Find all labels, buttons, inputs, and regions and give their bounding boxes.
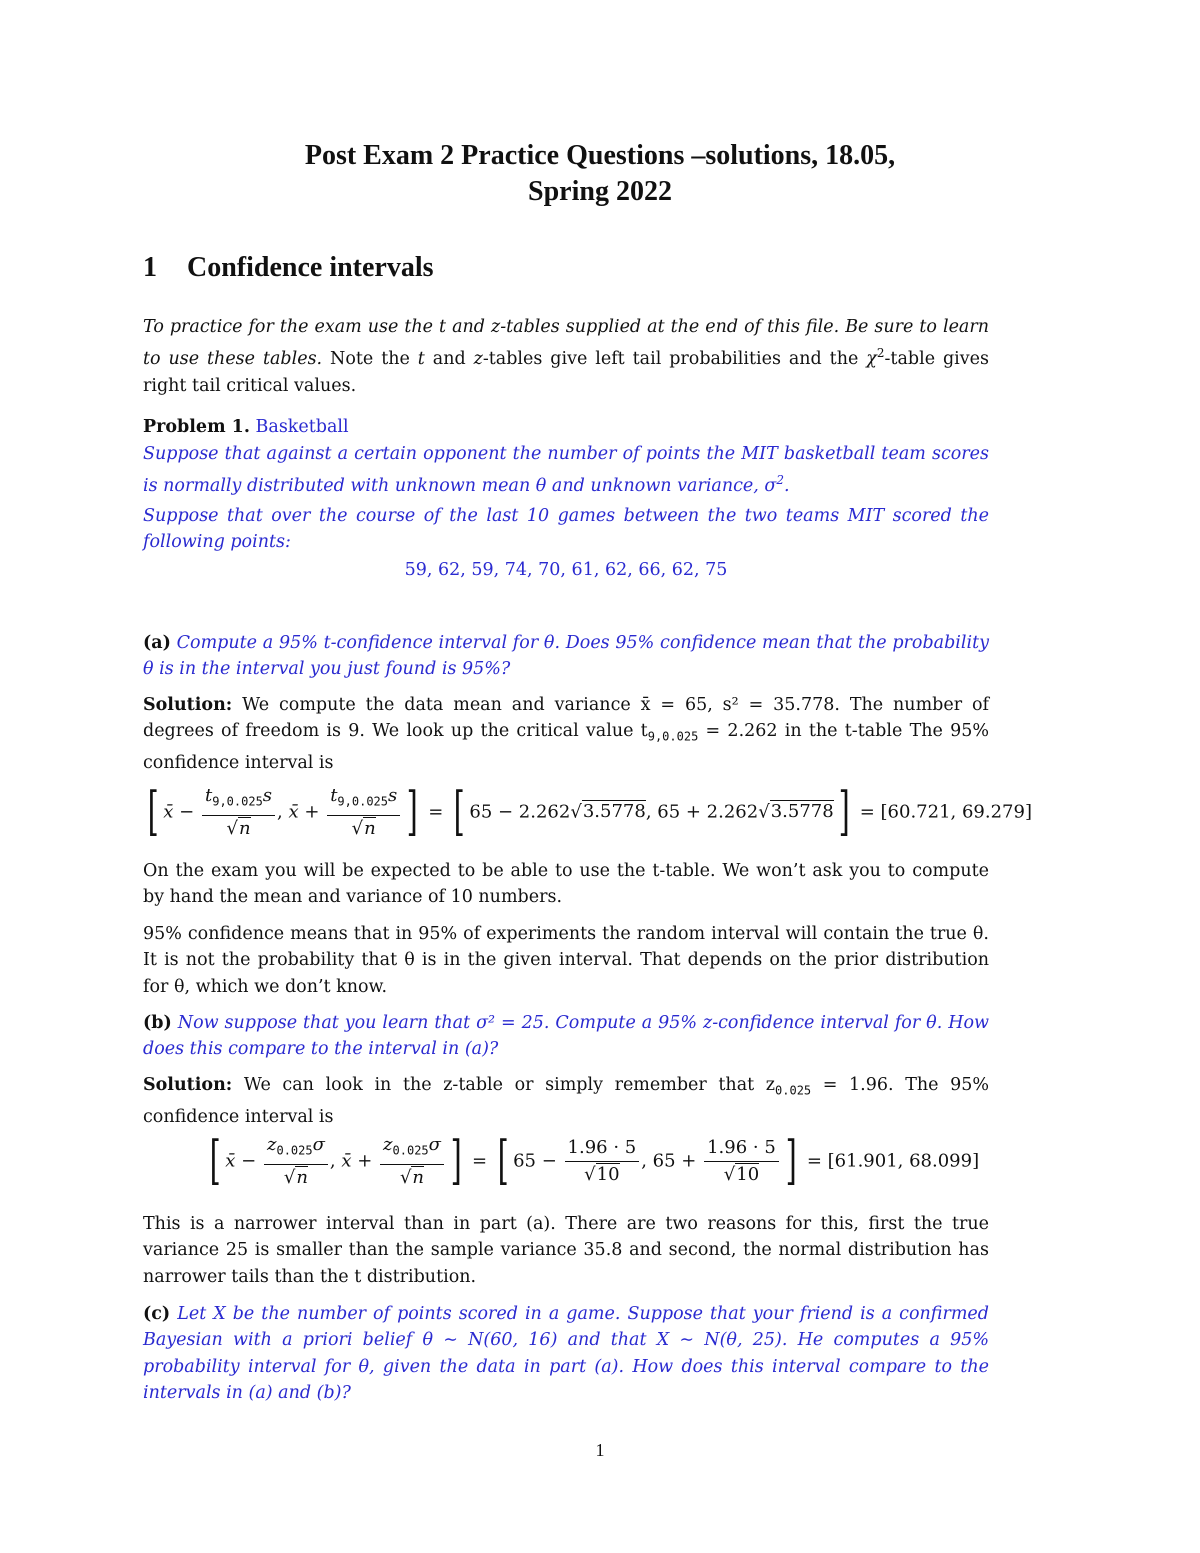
- part-a-equation: [ x̄ − $\frac{t_{9,0.025}s}{√n}$ , x̄ + $\frac{t_{9,0.025}s}{√n}$ ] = [ 65 − 2.262√3.5778, 65 + 2.262√3.5778] = [60.721, 69.279]: [147, 782, 1032, 843]
- eq-sqrt: 3.5778: [770, 801, 834, 823]
- eq-xbar: x̄: [288, 801, 299, 823]
- part-b-equation: [ x̄ − $\frac{z_{0.025}\sigma}{√n}$ , x̄ + $\frac{z_{0.025}\sigma}{√n}$ ] = [ 65 − $\frac{1.96 \cdot 5}{√10}$ , 65 + $\frac{1.96 \cdot 5}{√10}$ ] = [61.901, 68.099]: [209, 1131, 980, 1192]
- eq-fraction: $\frac{1.96 \cdot 5}{√10}$: [565, 1137, 640, 1186]
- critical-subscript: 9,0.025: [647, 729, 699, 744]
- eq-result: = [61.901, 68.099]: [806, 1150, 980, 1172]
- eq-fraction: $\frac{1.96 \cdot 5}{√10}$: [704, 1137, 779, 1186]
- eq-fraction: $\frac{z_{0.025}\sigma}{√n}$: [264, 1134, 328, 1189]
- problem-description-2: Suppose that over the course of the last 10 games between the two teams MIT scored the following points:: [143, 506, 989, 553]
- eq-xbar: x̄: [341, 1150, 352, 1172]
- part-a-note: On the exam you will be expected to be able to use the t-table. We won’t ask you to compute by hand the mean and variance of 10 numbers.: [143, 861, 989, 908]
- eq-s: s: [262, 785, 273, 806]
- eq-fraction: $\frac{z_{0.025}\sigma}{√n}$: [380, 1134, 444, 1189]
- left-bracket: [: [453, 782, 465, 843]
- eq-z: z: [266, 1134, 277, 1155]
- section-heading: [143, 252, 434, 284]
- part-b-question-text: Now suppose that you learn that σ² = 25. Compute a 95% z-confidence interval for θ. How does this compare to the interval in (a)?: [143, 1013, 989, 1060]
- eq-fraction: $\frac{t_{9,0.025}s}{√n}$: [327, 785, 400, 840]
- right-bracket: ]: [838, 782, 850, 843]
- eq-n: n: [364, 817, 376, 839]
- eq-upper: , 65 + 2.262: [645, 801, 759, 823]
- solution-label: Solution:: [143, 1075, 233, 1095]
- part-b-question: [143, 1010, 989, 1063]
- part-a-question: [143, 630, 989, 683]
- intro-sup: 2: [876, 346, 885, 361]
- problem-label: Problem 1.: [143, 417, 250, 437]
- left-bracket: [: [147, 782, 159, 843]
- eq-denominator: 10: [596, 1163, 620, 1185]
- eq-lower: 65 −: [513, 1150, 557, 1172]
- part-c-label: (c): [143, 1304, 171, 1324]
- intro-z: z: [473, 349, 483, 370]
- score-list: 59, 62, 59, 74, 70, 61, 62, 66, 62, 75: [404, 560, 728, 580]
- intro-chi: χ: [866, 349, 877, 370]
- page-title-line-2: Spring 2022: [528, 176, 672, 207]
- eq-n: n: [412, 1166, 425, 1188]
- solution-text: We compute the data mean and variance x̄ = 65, s² = 35.778. The number of degrees of freedom is 9. We look up the critical value t: [143, 695, 989, 742]
- eq-s: s: [388, 785, 398, 806]
- part-a-label: (a): [143, 633, 171, 653]
- eq-denominator: 10: [736, 1163, 760, 1185]
- eq-sub: 9,0.025: [212, 794, 263, 809]
- eq-result: = [60.721, 69.279]: [859, 801, 1032, 823]
- eq-z: z: [383, 1134, 393, 1155]
- part-a-explanation: 95% confidence means that in 95% of experiments the random interval will contain the true θ. It is not the probability that θ is in the given interval. That depends on the prior distribution for θ, which we don’t know.: [143, 924, 989, 997]
- intro-paragraph: [143, 314, 989, 399]
- problem-name: Basketball: [255, 417, 349, 437]
- problem-heading: [143, 414, 989, 440]
- part-b-solution: [143, 1072, 989, 1130]
- intro-text: and: [424, 349, 474, 370]
- eq-t: t: [330, 785, 338, 806]
- part-c-question: [143, 1301, 989, 1407]
- part-c-question-text: Let X be the number of points scored in a game. Suppose that your friend is a confirmed Bayesian with a priori belief θ ∼ N(60, 16) and that X ∼ N(θ, 25). He computes a 95% probability interval for θ, given the data in part (a). How does this interval compare to the intervals in (a) and (b)?: [143, 1304, 989, 1404]
- eq-sqrt: 3.5778: [582, 801, 646, 823]
- right-bracket: ]: [406, 782, 418, 843]
- problem-desc-text: Suppose that against a certain opponent the number of points the MIT basketball team scores is normally distributed with unknown mean θ and unknown variance, σ: [143, 444, 989, 497]
- page-title-line-1: Post Exam 2 Practice Questions –solutions, 18.05,: [304, 140, 896, 171]
- intro-text: -table gives right tail critical values.: [143, 349, 989, 396]
- eq-fraction: $\frac{t_{9,0.025}s}{√n}$: [202, 785, 275, 840]
- eq-sub: 9,0.025: [337, 794, 388, 809]
- solution-text: = 1.96. The 95% confidence interval is: [143, 1075, 990, 1127]
- intro-text: Note the: [322, 349, 418, 370]
- part-a-solution: [143, 692, 989, 777]
- eq-n: n: [238, 817, 251, 839]
- eq-sub: 0.025: [276, 1143, 313, 1158]
- eq-xbar: x̄: [163, 801, 174, 823]
- section-title: Confidence intervals: [187, 252, 434, 283]
- part-b-explanation: This is a narrower interval than in part (a). There are two reasons for this, first the true variance 25 is smaller than the sample variance 35.8 and second, the normal distribution has narrower tails than the t distribution.: [143, 1214, 989, 1287]
- problem-desc-end: .: [784, 476, 790, 497]
- problem-description-1: [143, 441, 989, 500]
- solution-text: = 2.262 in the t-table The 95% confidence interval is: [143, 721, 989, 774]
- eq-upper: , 65 +: [641, 1150, 697, 1172]
- part-a-question-text: Compute a 95% t-confidence interval for θ. Does 95% confidence mean that the probability θ is in the interval you just found is 95%?: [143, 633, 989, 680]
- eq-n: n: [296, 1166, 308, 1188]
- eq-t: t: [204, 785, 213, 806]
- intro-t: t: [417, 349, 425, 370]
- left-bracket: [: [209, 1131, 221, 1192]
- z-subscript: 0.025: [775, 1083, 812, 1098]
- right-bracket: ]: [450, 1131, 462, 1192]
- eq-xbar: x̄: [225, 1150, 236, 1172]
- eq-numerator: 1.96 · 5: [565, 1137, 640, 1162]
- eq-numerator: 1.96 · 5: [704, 1137, 779, 1162]
- intro-text: -tables give left tail probabilities and the: [482, 349, 867, 370]
- page-number: 1: [595, 1440, 605, 1460]
- part-b-label: (b): [143, 1013, 172, 1033]
- intro-italic: To practice for the exam use the t and z-tables supplied at the end of this file. Be sure to learn to use these tables.: [143, 317, 989, 370]
- eq-sigma: σ: [312, 1134, 325, 1155]
- problem-desc-sup: 2: [776, 473, 784, 488]
- section-number: 1: [143, 252, 157, 283]
- eq-lower: 65 − 2.262: [469, 801, 571, 823]
- solution-text: We can look in the z-table or simply remember that z: [232, 1075, 776, 1095]
- eq-sub: 0.025: [392, 1143, 429, 1158]
- left-bracket: [: [497, 1131, 509, 1192]
- solution-label: Solution:: [143, 695, 233, 715]
- right-bracket: ]: [785, 1131, 797, 1192]
- eq-sigma: σ: [428, 1134, 441, 1155]
